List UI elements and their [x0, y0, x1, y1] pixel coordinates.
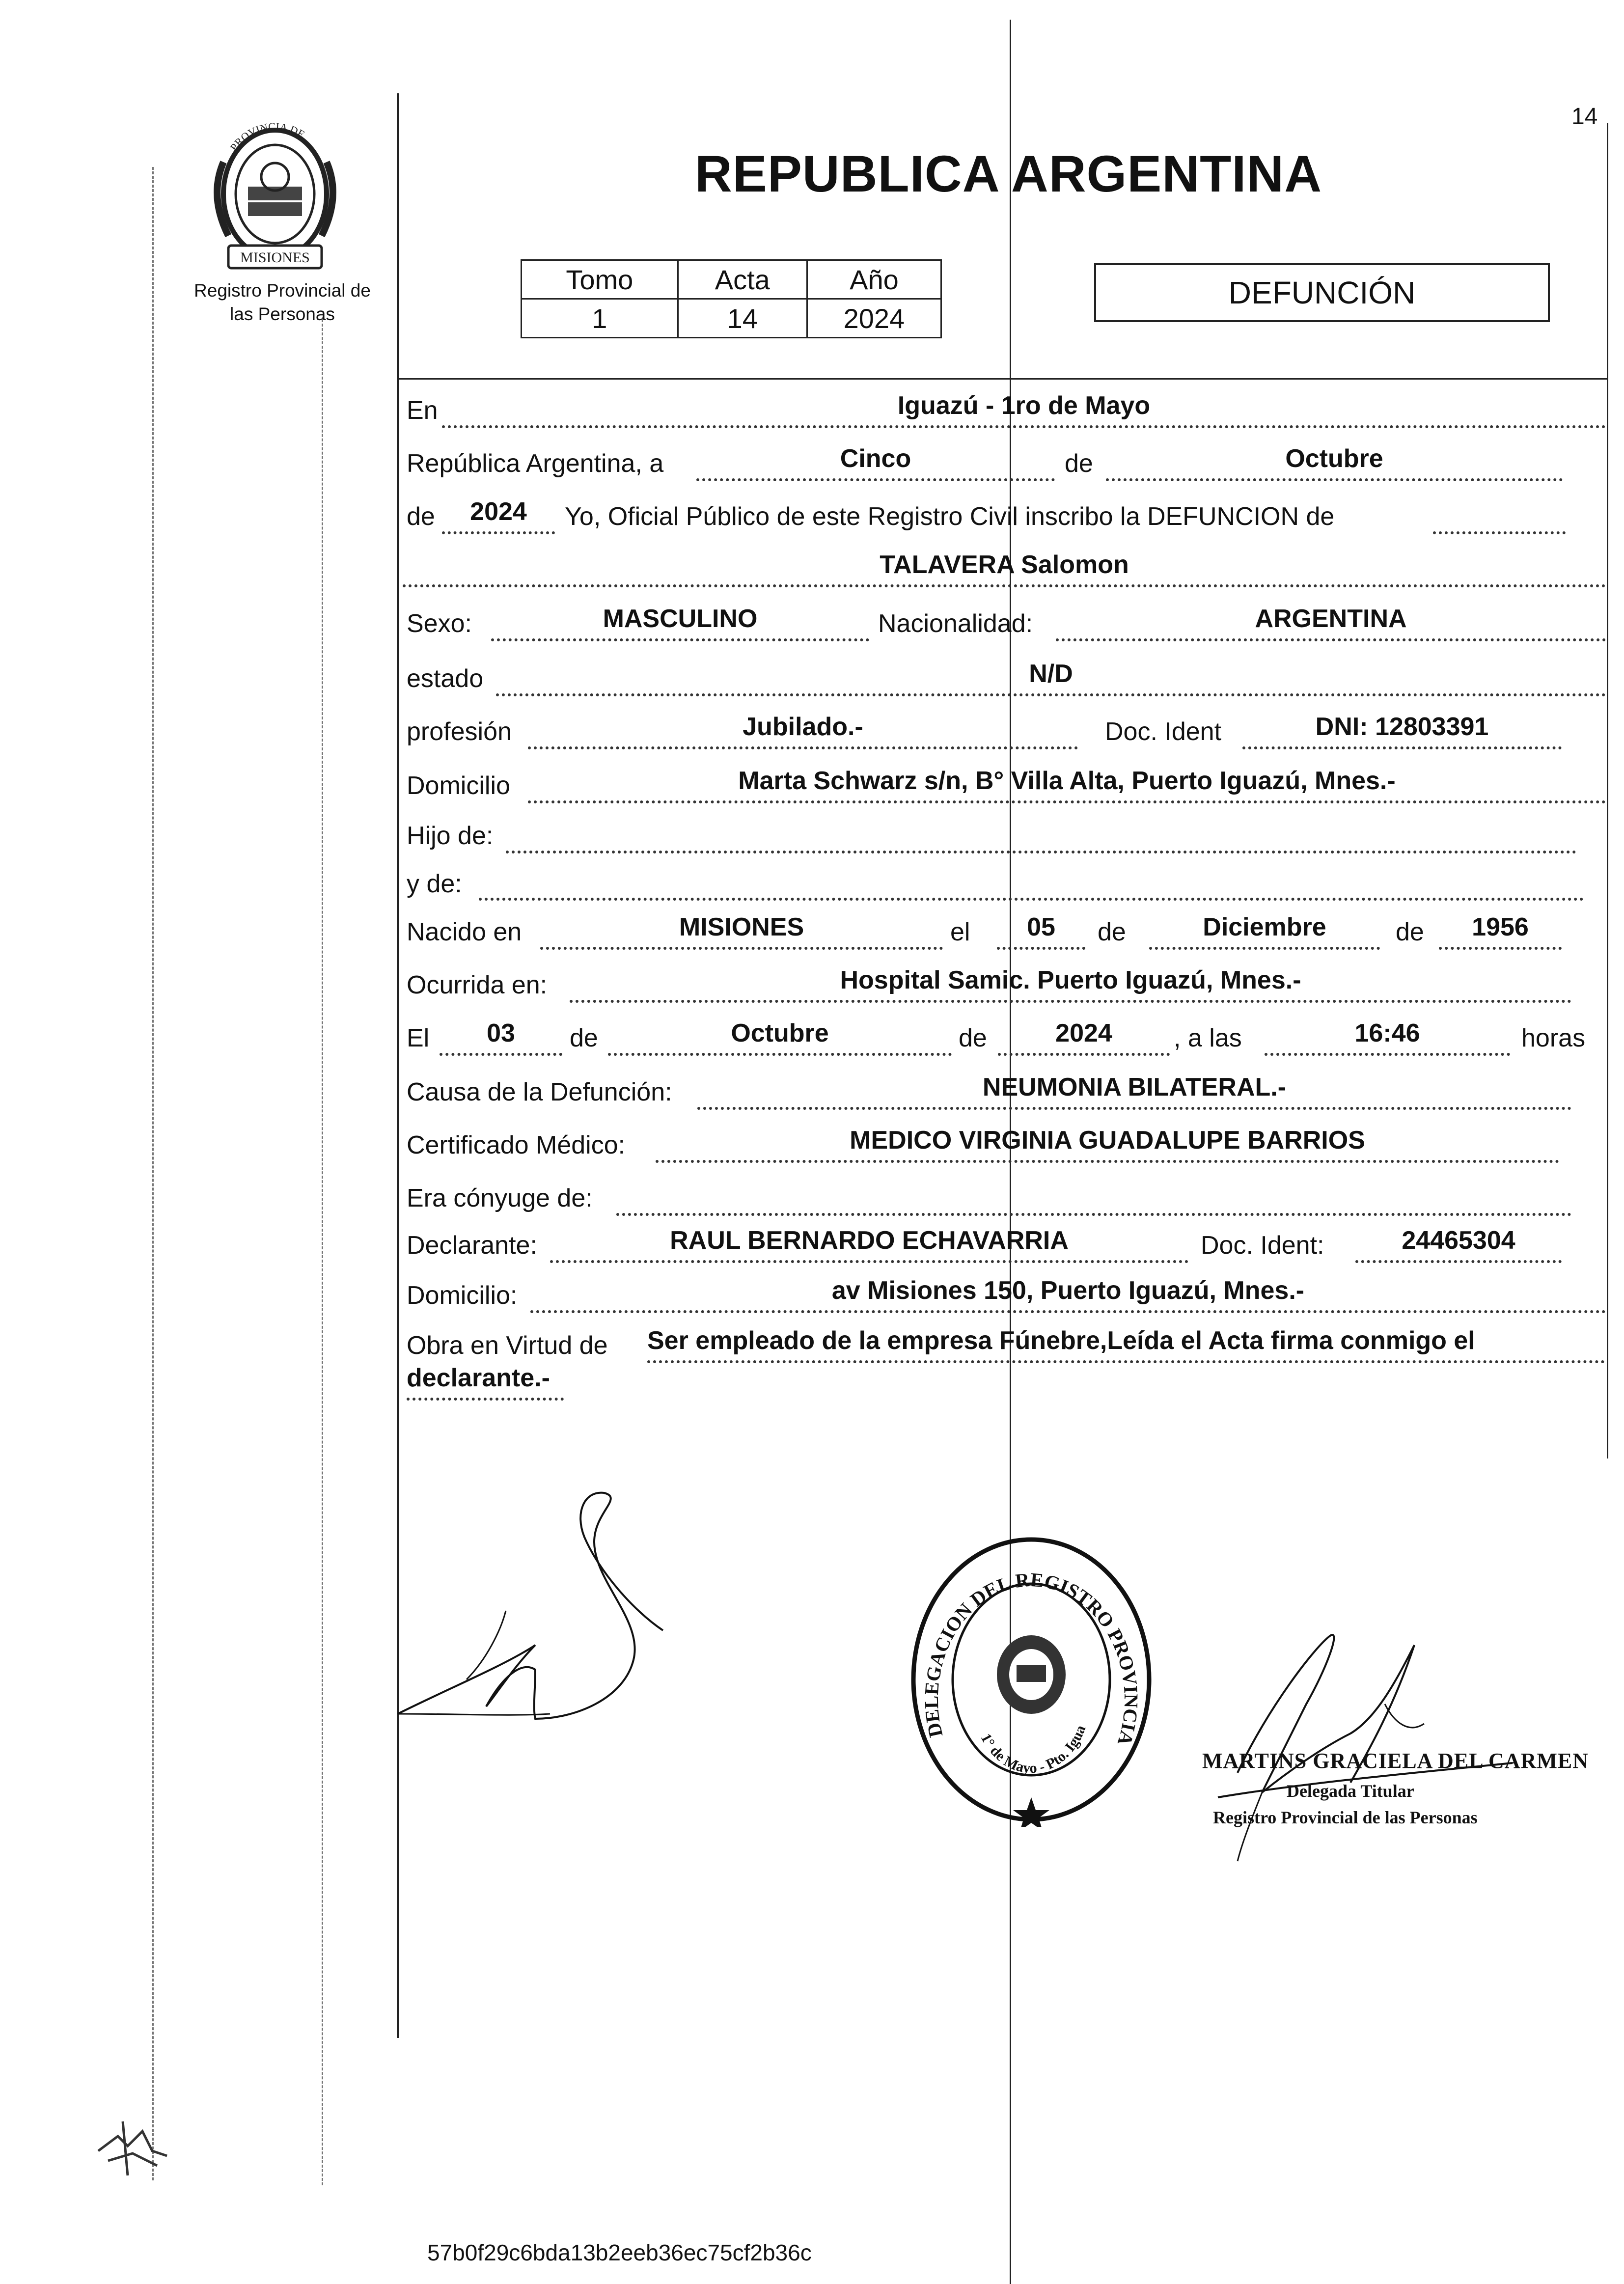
nacido-de-label-2: de [1396, 918, 1424, 946]
death-time-underline [1265, 1053, 1510, 1056]
doc-ident-underline [1242, 746, 1562, 749]
profesion-label: profesión [407, 717, 512, 746]
profesion-value: Jubilado.- [743, 713, 863, 741]
declarante-doc-underline [1355, 1260, 1562, 1263]
birth-month-underline [1149, 947, 1380, 950]
estado-underline [496, 693, 1606, 696]
province-logo [194, 103, 356, 280]
ocurrida-underline [570, 1000, 1571, 1003]
registration-year-value: 2024 [470, 497, 527, 526]
en-underline [442, 425, 1606, 428]
domicilio-label: Domicilio [407, 771, 510, 800]
y-de-label: y de: [407, 870, 462, 898]
official-role: Delegada Titular [1287, 1781, 1414, 1801]
birth-year-underline [1439, 947, 1562, 950]
certificado-underline [656, 1160, 1559, 1163]
estado-label: estado [407, 664, 484, 693]
registry-caption-line-2: las Personas [230, 304, 335, 324]
logo-banner-text: MISIONES [240, 249, 310, 266]
hijo-de-underline [506, 851, 1576, 853]
nacido-el-label: el [950, 918, 970, 946]
logo-ring-text: PROVINCIA DE [227, 120, 307, 153]
domicilio2-underline [530, 1310, 1606, 1313]
declarante-doc-label: Doc. Ident: [1201, 1231, 1324, 1260]
y-de-underline [479, 898, 1584, 901]
domicilio-value: Marta Schwarz s/n, B° Villa Alta, Puerto Iguazú, Mnes.- [738, 767, 1396, 795]
official-seal [906, 1532, 1156, 1827]
birth-day-value: 05 [1027, 913, 1055, 941]
profesion-underline [528, 746, 1078, 749]
left-perforation-line-2 [322, 319, 323, 2185]
causa-label: Causa de la Defunción: [407, 1078, 672, 1106]
death-month-value: Octubre [1285, 444, 1383, 473]
declarante-value: RAUL BERNARDO ECHAVARRIA [670, 1226, 1069, 1255]
en-value: Iguazú - 1ro de Mayo [897, 391, 1151, 420]
fecha-de-label-1: de [570, 1024, 598, 1052]
year-de-label: de [407, 502, 435, 531]
ocurrida-value: Hospital Samic. Puerto Iguazú, Mnes.- [840, 966, 1301, 994]
domicilio2-label: Domicilio: [407, 1281, 518, 1310]
fecha-de-label-2: de [959, 1024, 987, 1052]
obra-value-line-1: Ser empleado de la empresa Fúnebre,Leída el Acta firma conmigo el [647, 1326, 1475, 1355]
left-perforation-line [152, 167, 154, 2180]
nacido-de-label-1: de [1098, 918, 1126, 946]
form-top-rule [397, 378, 1607, 380]
obra-label: Obra en Virtud de [407, 1331, 608, 1360]
birth-month-value: Diciembre [1203, 913, 1326, 941]
birth-year-value: 1956 [1472, 913, 1529, 941]
republica-label: República Argentina, a [407, 449, 664, 478]
deceased-name-value: TALAVERA Salomon [880, 550, 1129, 579]
right-margin-rule [1607, 123, 1608, 1458]
death-date-year-value: 2024 [1055, 1019, 1112, 1047]
officer-statement: Yo, Oficial Público de este Registro Civil inscribo la DEFUNCION de [565, 502, 1335, 531]
obra-underline-1 [647, 1360, 1605, 1363]
official-office: Registro Provincial de las Personas [1213, 1808, 1478, 1827]
declarante-label: Declarante: [407, 1231, 537, 1260]
en-label: En [407, 396, 438, 425]
fecha-horas-label: horas [1521, 1024, 1586, 1052]
record-type-box: DEFUNCIÓN [1094, 263, 1550, 322]
value-tomo: 1 [522, 299, 678, 338]
sexo-label: Sexo: [407, 609, 472, 638]
death-day-underline [696, 478, 1055, 481]
estado-value: N/D [1029, 660, 1073, 688]
republica-de-label: de [1065, 449, 1093, 478]
obra-underline-2 [407, 1398, 564, 1401]
registry-caption-line-1: Registro Provincial de [194, 280, 371, 301]
death-day-value: Cinco [840, 444, 911, 473]
birth-place-value: MISIONES [679, 913, 804, 941]
birth-place-underline [540, 947, 943, 950]
domicilio2-value: av Misiones 150, Puerto Iguazú, Mnes.- [831, 1276, 1305, 1305]
seal-ring-text: DELEGACION DEL REGISTRO PROVINCIA [920, 1568, 1143, 1748]
death-time-value: 16:46 [1354, 1019, 1420, 1047]
nacionalidad-underline [1056, 638, 1606, 641]
page-number: 14 [1571, 104, 1598, 130]
official-name: MARTINS GRACIELA DEL CARMEN [1202, 1749, 1589, 1773]
nacionalidad-label: Nacionalidad: [878, 609, 1033, 638]
certificado-value: MEDICO VIRGINIA GUADALUPE BARRIOS [850, 1126, 1365, 1155]
document-hash: 57b0f29c6bda13b2eeb36ec75cf2b36c [427, 2240, 812, 2265]
value-ano: 2024 [807, 299, 941, 338]
ocurrida-label: Ocurrida en: [407, 971, 548, 999]
causa-underline [697, 1107, 1571, 1110]
death-date-month-underline [608, 1053, 952, 1056]
nacionalidad-value: ARGENTINA [1255, 605, 1407, 633]
svg-text:PROVINCIA DE [227, 120, 307, 153]
doc-ident-value: DNI: 12803391 [1315, 713, 1489, 741]
record-table-header [522, 260, 941, 299]
registration-year-underline [442, 531, 555, 534]
official-signature [1208, 1586, 1552, 1871]
value-acta: 14 [678, 299, 807, 338]
seal-inner-text: 1° de Mayo - Pto. Igua [977, 1723, 1089, 1777]
fecha-el-label: El [407, 1024, 430, 1052]
causa-value: NEUMONIA BILATERAL.- [982, 1073, 1287, 1101]
conyuge-label: Era cónyuge de: [407, 1184, 593, 1212]
nacido-label: Nacido en [407, 918, 522, 946]
header-acta: Acta [678, 260, 807, 299]
death-date-month-value: Octubre [731, 1019, 829, 1047]
conyuge-underline [616, 1213, 1571, 1216]
obra-value-line-2: declarante.- [407, 1364, 550, 1392]
corner-mark [88, 2107, 177, 2190]
declarante-doc-value: 24465304 [1402, 1226, 1515, 1255]
hijo-de-label: Hijo de: [407, 822, 494, 850]
birth-day-underline [997, 947, 1085, 950]
sexo-underline [491, 638, 869, 641]
sexo-value: MASCULINO [603, 605, 758, 633]
registry-caption [172, 279, 393, 326]
header-ano: Año [807, 260, 941, 299]
declarante-underline [550, 1260, 1188, 1263]
record-table [521, 259, 942, 338]
death-date-day-value: 03 [487, 1019, 515, 1047]
death-date-day-underline [440, 1053, 562, 1056]
doc-ident-label: Doc. Ident [1105, 717, 1222, 746]
document-title: REPUBLICA ARGENTINA [695, 145, 1322, 203]
statement-underline [1433, 531, 1566, 534]
fecha-alas-label: , a las [1174, 1024, 1242, 1052]
header-tomo: Tomo [522, 260, 678, 299]
domicilio-underline [528, 800, 1606, 803]
death-date-year-underline [998, 1053, 1170, 1056]
deceased-name-underline [403, 584, 1606, 587]
certificado-label: Certificado Médico: [407, 1131, 626, 1159]
declarant-signature [388, 1483, 692, 1758]
death-month-underline [1106, 478, 1563, 481]
record-table-values [522, 299, 941, 338]
